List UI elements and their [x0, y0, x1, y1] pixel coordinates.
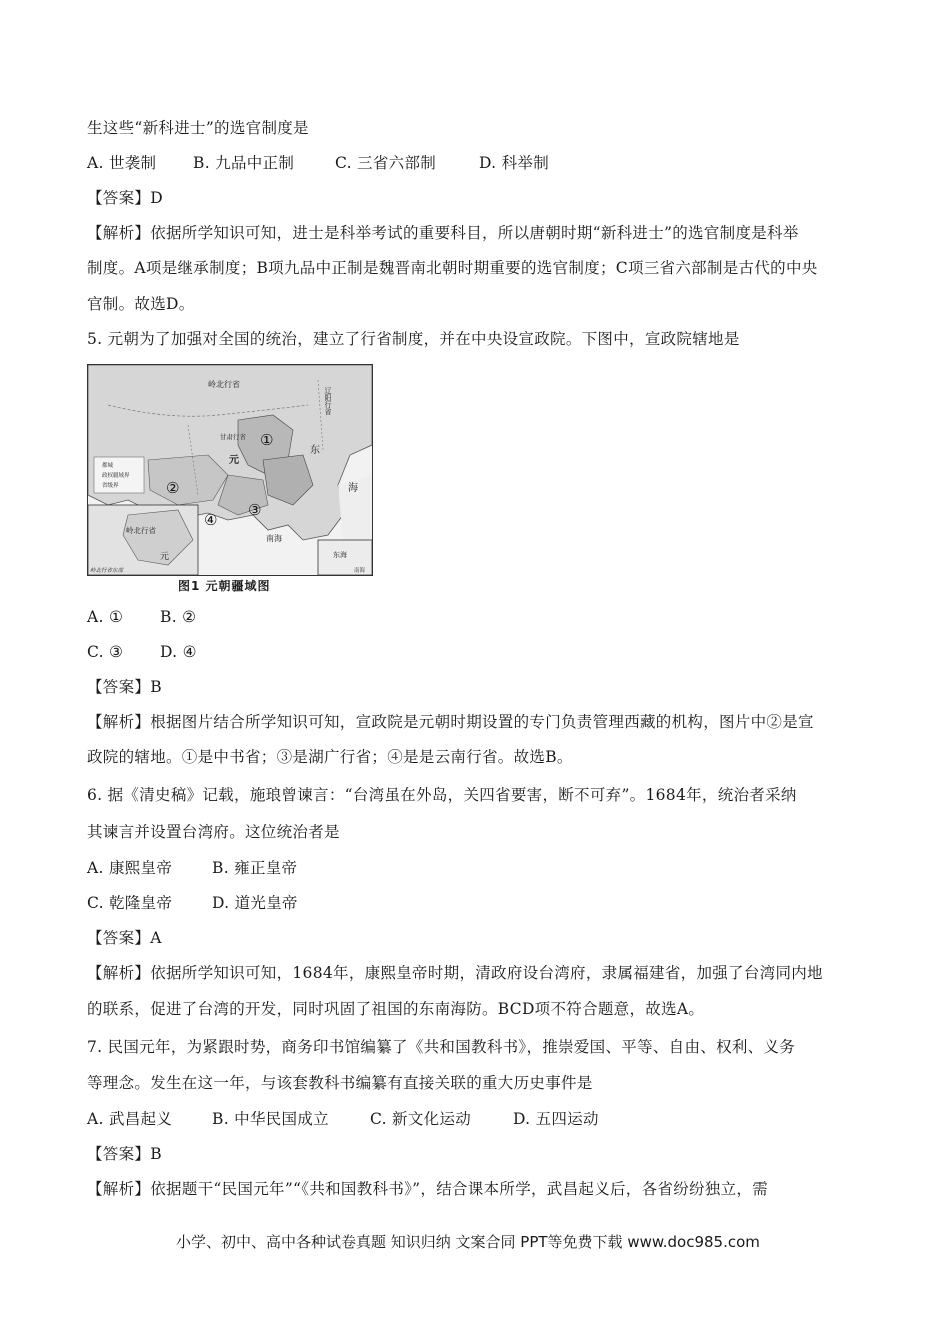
q7-answer: 【答案】B	[87, 1145, 162, 1163]
q7-option-b: B. 中华民国成立	[212, 1110, 329, 1128]
q6-analysis-line-2: 的联系，促进了台湾的开发，同时巩固了祖国的东南海防。BCD项不符合题意，故选A。	[87, 1000, 705, 1018]
q7-stem-line-1: 7. 民国元年，为紧跟时势，商务印书馆编纂了《共和国教科书》，推崇爱国、平等、自由、权利、义务	[87, 1038, 796, 1056]
map-marker-3: ③	[248, 501, 262, 519]
map-legend-item-1: 都城	[102, 463, 114, 469]
q4-answer: 【答案】D	[87, 189, 163, 207]
map-caption: 图1 元朝疆域图	[178, 579, 271, 593]
q5-analysis-line-2: 政院的辖地。①是中书省；③是湖广行省；④是是云南行省。故选B。	[87, 748, 573, 766]
q7-option-c: C. 新文化运动	[370, 1110, 472, 1128]
q4-option-b: B. 九品中正制	[193, 154, 295, 172]
q6-option-a: A. 康熙皇帝	[87, 859, 173, 877]
q5-analysis-line-1: 【解析】根据图片结合所学知识可知，宣政院是元朝时期设置的专门负责管理西藏的机构，图片中②是宣	[87, 713, 814, 731]
q5-stem: 5. 元朝为了加强对全国的统治，建立了行省制度，并在中央设宣政院。下图中，宣政院辖地是	[87, 330, 740, 348]
q6-stem-line-1: 6. 据《清史稿》记载，施琅曾谏言：“台湾虽在外岛，关四省要害，断不可弃”。1684年，统治者采纳	[87, 786, 797, 804]
q6-option-c: C. 乾隆皇帝	[87, 894, 173, 912]
q6-option-b: B. 雍正皇帝	[212, 859, 298, 877]
map-inset-label-right: 东海	[333, 551, 347, 559]
q4-analysis-line-2: 制度。A项是继承制度；B项九品中正制是魏晋南北朝时期重要的选官制度；C项三省六部制是古代的中央	[87, 259, 818, 277]
q5-options-row-2	[87, 642, 197, 662]
q7-option-d: D. 五四运动	[513, 1110, 599, 1128]
map-label-gansu: 甘肃行省	[220, 433, 246, 441]
page-footer: 小学、初中、高中各种试卷真题 知识归纳 文案合同 PPT等免费下载 www.doc985.com	[176, 1233, 760, 1251]
q4-analysis-line-1: 【解析】依据所学知识可知，进士是科举考试的重要科目，所以唐朝时期“新科进士”的选官制度是科举	[87, 224, 799, 242]
map-marker-1: ①	[260, 431, 274, 449]
map-label-nanhai: 南海	[266, 534, 282, 543]
q6-options-row-1	[87, 858, 297, 878]
map-label-lingbei: 岭北行省	[208, 380, 240, 389]
q5-answer: 【答案】B	[87, 678, 162, 696]
q5-option-a: A. ①	[87, 608, 124, 626]
q4-options	[87, 153, 549, 173]
q5-options-row-1	[87, 607, 196, 627]
q4-option-c: C. 三省六部制	[335, 154, 437, 172]
q4-analysis-line-3: 官制。故选D。	[87, 295, 195, 313]
q7-analysis-line-1: 【解析】依据题干“民国元年”“《共和国教科书》”，结合课本所学，武昌起义后，各省纷纷独立，需	[87, 1180, 768, 1198]
q6-answer: 【答案】A	[87, 929, 162, 947]
map-legend-item-3: 省级界	[102, 483, 119, 489]
q6-stem-line-2: 其谏言并设置台湾府。这位统治者是	[87, 823, 340, 841]
map-label-dong: 东	[310, 445, 320, 456]
q6-option-d: D. 道光皇帝	[212, 894, 298, 912]
q4-stem-tail: 生这些“新科进士”的选官制度是	[87, 119, 309, 137]
map-marker-2: ②	[166, 479, 180, 497]
map-label-yuan: 元	[229, 455, 239, 466]
q7-option-a: A. 武昌起义	[87, 1110, 173, 1128]
q5-option-d: D. ④	[160, 643, 197, 661]
q4-option-a: A. 世袭制	[87, 154, 157, 172]
map-legend-item-2: 政权疆域界	[102, 473, 130, 479]
q5-option-b: B. ②	[160, 608, 197, 626]
map-inset-label-lingbei: 岭北行省	[126, 526, 156, 535]
map-corner-label-left: 岭北行省东部	[90, 568, 124, 574]
q5-option-c: C. ③	[87, 643, 124, 661]
map-marker-4: ④	[204, 511, 218, 529]
map-label-liaoyang: 辽阳行省	[324, 387, 332, 415]
q6-options-row-2	[87, 893, 298, 913]
map-label-hai: 海	[348, 483, 358, 494]
q4-option-d: D. 科举制	[479, 154, 550, 172]
q7-stem-line-2: 等理念。发生在这一年，与该套教科书编纂有直接关联的重大历史事件是	[87, 1074, 593, 1092]
q7-options	[87, 1109, 599, 1129]
yuan-territory-map	[87, 364, 373, 576]
q6-analysis-line-1: 【解析】依据所学知识可知，1684年，康熙皇帝时期，清政府设台湾府，隶属福建省，加强了台湾同内地	[87, 964, 823, 982]
map-corner-label-right: 南海	[354, 568, 366, 574]
map-inset-label-yuan: 元	[160, 552, 170, 562]
